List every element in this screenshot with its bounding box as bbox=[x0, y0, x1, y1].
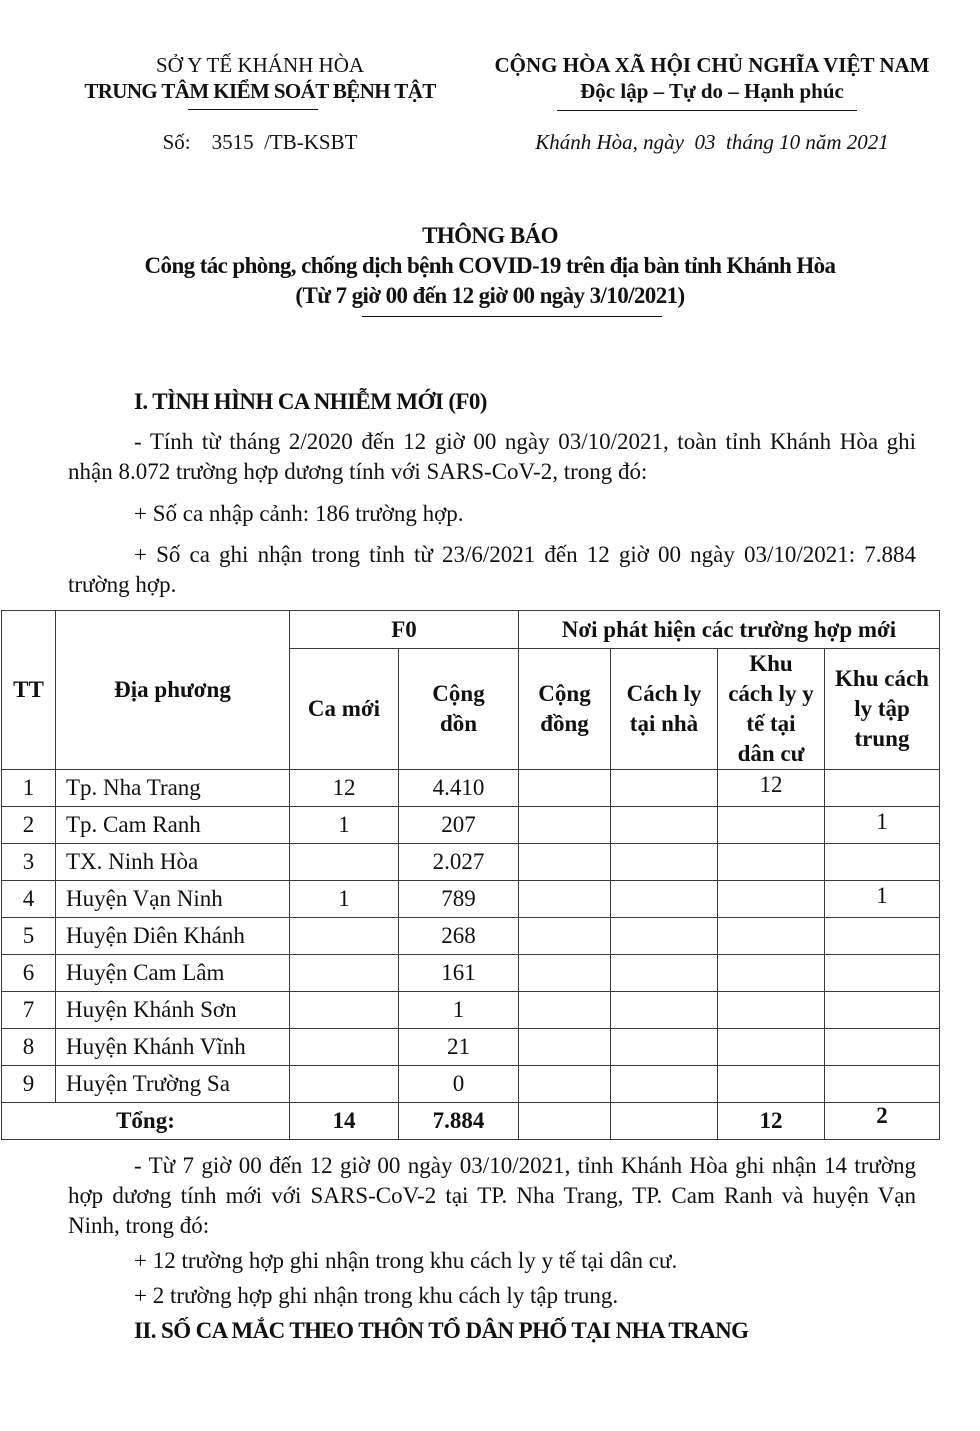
notice-period: (Từ 7 giờ 00 đến 12 giờ 00 ngày 3/10/2021) bbox=[295, 283, 685, 308]
new-cases-bullet-central: + 2 trường hợp ghi nhận trong khu cách ly tập trung. bbox=[134, 1283, 619, 1308]
cell-locality: Huyện Vạn Ninh bbox=[56, 881, 290, 918]
table-row bbox=[2, 955, 940, 992]
document-number: Số: 3515 /TB-KSBT bbox=[162, 130, 358, 154]
agency-name: TRUNG TÂM KIỂM SOÁT BỆNH TẬT bbox=[84, 79, 436, 103]
table-row bbox=[2, 1066, 940, 1103]
cell-central-quarantine bbox=[825, 955, 940, 992]
cell-home-isolation bbox=[611, 918, 718, 955]
cell-cumulative: 207 bbox=[399, 807, 519, 844]
cell-central-quarantine bbox=[825, 770, 940, 807]
cell-cumulative: 0 bbox=[399, 1066, 519, 1103]
cell-residential-quarantine bbox=[718, 1029, 825, 1066]
cell-cumulative: 4.410 bbox=[399, 770, 519, 807]
notice-heading: THÔNG BÁO bbox=[422, 223, 558, 248]
cell-locality: Huyện Khánh Vĩnh bbox=[56, 1029, 290, 1066]
cell-central-quarantine bbox=[825, 1066, 940, 1103]
table-row bbox=[2, 770, 940, 807]
header-new-cases: Ca mới bbox=[290, 649, 399, 770]
cell-home-isolation bbox=[611, 807, 718, 844]
cell-community bbox=[519, 881, 611, 918]
cell-community bbox=[519, 807, 611, 844]
cell-cumulative: 1 bbox=[399, 992, 519, 1029]
cell-residential-quarantine: 12 bbox=[718, 770, 825, 807]
table-row bbox=[2, 1029, 940, 1066]
cell-home-isolation bbox=[611, 881, 718, 918]
cell-locality: TX. Ninh Hòa bbox=[56, 844, 290, 881]
total-home-isolation bbox=[611, 1103, 718, 1140]
section-1-heading: I. TÌNH HÌNH CA NHIỄM MỚI (F0) bbox=[134, 389, 487, 414]
nation-name: CỘNG HÒA XÃ HỘI CHỦ NGHĨA VIỆT NAM bbox=[494, 53, 930, 77]
cell-central-quarantine bbox=[825, 918, 940, 955]
cell-home-isolation bbox=[611, 770, 718, 807]
total-new-cases: 14 bbox=[290, 1103, 399, 1140]
table-row bbox=[2, 881, 940, 918]
total-community bbox=[519, 1103, 611, 1140]
notice-subject: Công tác phòng, chống dịch bệnh COVID-19 trên địa bàn tỉnh Khánh Hòa bbox=[144, 253, 836, 278]
motto-underline bbox=[557, 110, 857, 111]
cell-tt: 8 bbox=[2, 1029, 56, 1066]
cell-residential-quarantine bbox=[718, 807, 825, 844]
header-f0-group: F0 bbox=[290, 611, 519, 649]
cell-home-isolation bbox=[611, 992, 718, 1029]
cell-new-cases bbox=[290, 844, 399, 881]
notice-title-block bbox=[0, 221, 980, 311]
national-header-block bbox=[462, 52, 962, 104]
cell-tt: 7 bbox=[2, 992, 56, 1029]
cell-cumulative: 2.027 bbox=[399, 844, 519, 881]
cell-community bbox=[519, 1029, 611, 1066]
issuing-agency-block bbox=[40, 52, 480, 104]
cell-residential-quarantine bbox=[718, 1066, 825, 1103]
cell-home-isolation bbox=[611, 844, 718, 881]
cell-locality: Huyện Diên Khánh bbox=[56, 918, 290, 955]
total-cumulative: 7.884 bbox=[399, 1103, 519, 1140]
table-total-row bbox=[2, 1103, 940, 1140]
cell-locality: Huyện Trường Sa bbox=[56, 1066, 290, 1103]
cell-residential-quarantine bbox=[718, 955, 825, 992]
total-residential-quarantine: 12 bbox=[718, 1103, 825, 1140]
header-tt: TT bbox=[2, 611, 56, 770]
header-cumulative: Cộng dồn bbox=[399, 649, 519, 770]
cell-central-quarantine bbox=[825, 1029, 940, 1066]
header-residential-quarantine: Khu cách ly y tế tại dân cư bbox=[718, 649, 825, 770]
cell-cumulative: 161 bbox=[399, 955, 519, 992]
table-row bbox=[2, 992, 940, 1029]
header-central-quarantine: Khu cách ly tập trung bbox=[825, 649, 940, 770]
new-cases-bullet-residential: + 12 trường hợp ghi nhận trong khu cách ly y tế tại dân cư. bbox=[134, 1248, 678, 1273]
cell-new-cases bbox=[290, 955, 399, 992]
cell-tt: 9 bbox=[2, 1066, 56, 1103]
cell-locality: Tp. Cam Ranh bbox=[56, 807, 290, 844]
cell-cumulative: 789 bbox=[399, 881, 519, 918]
new-cases-paragraph: - Từ 7 giờ 00 đến 12 giờ 00 ngày 03/10/2021, tỉnh Khánh Hòa ghi nhận 14 trường hợp dương tính mới với SARS-CoV-2 tại TP. Nha Trang, TP. Cam Ranh và huyện Vạn Ninh, trong đó: bbox=[68, 1153, 916, 1238]
table-row bbox=[2, 807, 940, 844]
cell-central-quarantine: 1 bbox=[825, 881, 940, 918]
cell-community bbox=[519, 918, 611, 955]
header-locality: Địa phương bbox=[56, 611, 290, 770]
cell-cumulative: 268 bbox=[399, 918, 519, 955]
agency-underline bbox=[188, 109, 318, 110]
table-row bbox=[2, 844, 940, 881]
cell-central-quarantine bbox=[825, 844, 940, 881]
total-label: Tổng: bbox=[2, 1103, 290, 1140]
table-row bbox=[2, 918, 940, 955]
cell-home-isolation bbox=[611, 1066, 718, 1103]
cell-community bbox=[519, 992, 611, 1029]
cell-locality: Tp. Nha Trang bbox=[56, 770, 290, 807]
cell-new-cases bbox=[290, 918, 399, 955]
cell-residential-quarantine bbox=[718, 844, 825, 881]
cell-new-cases: 1 bbox=[290, 807, 399, 844]
cell-tt: 2 bbox=[2, 807, 56, 844]
cell-community bbox=[519, 770, 611, 807]
cell-new-cases bbox=[290, 992, 399, 1029]
section-2-heading: II. SỐ CA MẮC THEO THÔN TỔ DÂN PHỐ TẠI NHA TRANG bbox=[134, 1318, 749, 1343]
cell-locality: Huyện Cam Lâm bbox=[56, 955, 290, 992]
cell-community bbox=[519, 955, 611, 992]
cell-residential-quarantine bbox=[718, 918, 825, 955]
cell-central-quarantine bbox=[825, 992, 940, 1029]
cell-cumulative: 21 bbox=[399, 1029, 519, 1066]
cell-locality: Huyện Khánh Sơn bbox=[56, 992, 290, 1029]
agency-parent: SỞ Y TẾ KHÁNH HÒA bbox=[155, 53, 365, 77]
cell-new-cases: 12 bbox=[290, 770, 399, 807]
place-and-date: Khánh Hòa, ngày 03 tháng 10 năm 2021 bbox=[535, 130, 889, 154]
section-1-paragraph: - Tính từ tháng 2/2020 đến 12 giờ 00 ngày 03/10/2021, toàn tỉnh Khánh Hòa ghi nhận 8.072 trường hợp dương tính với SARS-CoV-2, trong đó: bbox=[68, 429, 916, 484]
cell-central-quarantine: 1 bbox=[825, 807, 940, 844]
header-community: Cộng đồng bbox=[519, 649, 611, 770]
cell-new-cases bbox=[290, 1029, 399, 1066]
f0-cases-table bbox=[1, 610, 940, 1140]
cell-residential-quarantine bbox=[718, 881, 825, 918]
cell-community bbox=[519, 844, 611, 881]
cell-home-isolation bbox=[611, 955, 718, 992]
cell-tt: 5 bbox=[2, 918, 56, 955]
cell-tt: 6 bbox=[2, 955, 56, 992]
cell-tt: 4 bbox=[2, 881, 56, 918]
national-motto: Độc lập – Tự do – Hạnh phúc bbox=[580, 79, 844, 103]
header-home-isolation: Cách ly tại nhà bbox=[611, 649, 718, 770]
cell-new-cases bbox=[290, 1066, 399, 1103]
cell-tt: 1 bbox=[2, 770, 56, 807]
title-underline bbox=[362, 316, 662, 317]
cell-tt: 3 bbox=[2, 844, 56, 881]
section-1-bullet-local: + Số ca ghi nhận trong tỉnh từ 23/6/2021 đến 12 giờ 00 ngày 03/10/2021: 7.884 trường hợp. bbox=[68, 542, 916, 597]
header-place-group: Nơi phát hiện các trường hợp mới bbox=[519, 611, 940, 649]
cell-new-cases: 1 bbox=[290, 881, 399, 918]
section-1-bullet-imported: + Số ca nhập cảnh: 186 trường hợp. bbox=[134, 501, 464, 526]
cell-residential-quarantine bbox=[718, 992, 825, 1029]
total-central-quarantine: 2 bbox=[825, 1103, 940, 1140]
cell-home-isolation bbox=[611, 1029, 718, 1066]
cell-community bbox=[519, 1066, 611, 1103]
